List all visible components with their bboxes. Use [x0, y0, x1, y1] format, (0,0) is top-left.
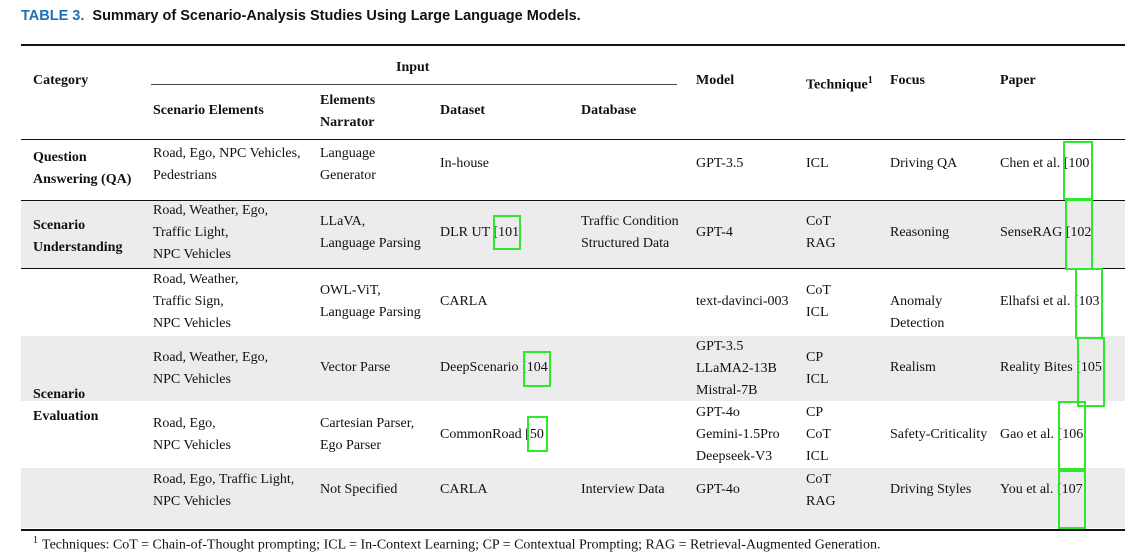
header-database: Database: [581, 103, 637, 118]
dataset: DLR UT [101: [440, 222, 519, 244]
footnote-mark: 1: [33, 535, 38, 546]
focus: Safety-Criticality: [890, 427, 988, 442]
citation-highlight-box: [1075, 268, 1103, 339]
citation-link[interactable]: 105: [1081, 357, 1102, 379]
citation-link[interactable]: 107: [1062, 479, 1083, 501]
scenario-elements: NPC Vehicles: [153, 247, 231, 262]
citation-highlight-box: [1063, 141, 1093, 200]
scenario-elements: NPC Vehicles: [153, 494, 231, 509]
scenario-elements: Road, Ego,: [153, 416, 216, 431]
category-qa-line2: Answering (QA): [33, 172, 132, 187]
citation-link[interactable]: 50: [530, 424, 544, 446]
category-su-line2: Understanding: [33, 240, 123, 255]
technique: CP: [806, 350, 824, 365]
citation-highlight-box: [523, 351, 551, 387]
technique: ICL: [806, 449, 829, 464]
citation-highlight-box: [1058, 401, 1086, 472]
scenario-elements: Road, Ego, Traffic Light,: [153, 472, 295, 487]
technique: RAG: [806, 494, 836, 509]
header-input: Input: [396, 60, 430, 75]
citation-link[interactable]: 104: [527, 357, 548, 379]
paper: Elhafsi et al. [103: [1000, 291, 1100, 313]
top-rule: [21, 44, 1125, 46]
category-su-line1: Scenario: [33, 218, 86, 233]
scenario-elements: Road, Weather, Ego,: [153, 203, 269, 218]
citation-link[interactable]: 106: [1062, 424, 1083, 446]
technique: ICL: [806, 372, 829, 387]
bottom-rule: [21, 529, 1125, 531]
header-technique: Technique$^1$: [806, 75, 873, 93]
scenario-elements: Road, Weather, Ego,: [153, 350, 269, 365]
citation-link[interactable]: 100: [1068, 153, 1089, 175]
elements-narrator: Ego Parser: [320, 438, 382, 453]
technique: CoT: [806, 283, 831, 298]
paper: Gao et al. [106: [1000, 424, 1083, 446]
database: Traffic Condition: [581, 214, 679, 229]
model: GPT-3.5: [696, 339, 744, 354]
header-scenario-elements: Scenario Elements: [153, 103, 264, 118]
focus: Reasoning: [890, 225, 950, 240]
elements-narrator: Not Specified: [320, 482, 398, 497]
citation-link[interactable]: 101: [498, 222, 519, 244]
focus: Anomaly: [890, 294, 943, 309]
table-footnote: [33, 535, 880, 554]
scenario-elements: Pedestrians: [153, 168, 217, 183]
header-elements-narrator-2: Narrator: [320, 115, 375, 130]
elements-narrator: Language Parsing: [320, 236, 421, 251]
model: GPT-4o: [696, 405, 740, 420]
focus: Driving QA: [890, 156, 958, 171]
category-se-line1: Scenario: [33, 387, 86, 402]
paper: SenseRAG [102: [1000, 222, 1091, 244]
citation-highlight-box: [527, 416, 548, 452]
dataset: CARLA: [440, 294, 488, 309]
input-underline: [151, 84, 677, 85]
elements-narrator: Language Parsing: [320, 305, 421, 320]
model: text-davinci-003: [696, 294, 789, 309]
model: GPT-4: [696, 225, 733, 240]
database: Interview Data: [581, 482, 665, 497]
model: GPT-3.5: [696, 156, 744, 171]
header-focus: Focus: [890, 73, 925, 88]
citation-highlight-box: [493, 215, 521, 250]
elements-narrator: Language: [320, 146, 376, 161]
dataset: DeepScenario [104: [440, 357, 548, 379]
table-title: Summary of Scenario-Analysis Studies Using Large Language Models.: [92, 8, 581, 24]
technique: RAG: [806, 236, 836, 251]
citation-link[interactable]: 102: [1070, 222, 1091, 244]
database: Structured Data: [581, 236, 670, 251]
dataset: In-house: [440, 156, 489, 171]
header-dataset: Dataset: [440, 103, 486, 118]
header-model: Model: [696, 73, 735, 88]
table-label: TABLE 3.: [21, 8, 85, 24]
model: GPT-4o: [696, 482, 740, 497]
focus: Detection: [890, 316, 945, 331]
citation-highlight-box: [1065, 199, 1093, 270]
model: LLaMA2-13B: [696, 361, 777, 376]
scenario-elements: Road, Weather,: [153, 272, 239, 287]
focus: Realism: [890, 360, 936, 375]
dataset: CARLA: [440, 482, 488, 497]
table-caption: [21, 8, 581, 24]
category-qa-line1: Question: [33, 150, 87, 165]
header-rule: [21, 139, 1125, 140]
header-paper: Paper: [1000, 73, 1036, 88]
header-elements-narrator-1: Elements: [320, 93, 376, 108]
citation-highlight-box: [1058, 468, 1086, 529]
focus: Driving Styles: [890, 482, 972, 497]
elements-narrator: LLaVA,: [320, 214, 366, 229]
paper: You et al. [107: [1000, 479, 1083, 501]
scenario-elements: NPC Vehicles: [153, 372, 231, 387]
paper: Chen et al. [100: [1000, 153, 1089, 175]
scenario-elements: Traffic Sign,: [153, 294, 224, 309]
model: Gemini-1.5Pro: [696, 427, 780, 442]
elements-narrator: Generator: [320, 168, 376, 183]
elements-narrator: Cartesian Parser,: [320, 416, 415, 431]
technique: CoT: [806, 214, 831, 229]
scenario-elements: Traffic Light,: [153, 225, 229, 240]
model: Mistral-7B: [696, 383, 758, 398]
model: Deepseek-V3: [696, 449, 773, 464]
elements-narrator: OWL-ViT,: [320, 283, 381, 298]
technique: CoT: [806, 472, 831, 487]
paper: Reality Bites [105: [1000, 357, 1102, 379]
category-se-line2: Evaluation: [33, 409, 99, 424]
technique: CoT: [806, 427, 831, 442]
technique: ICL: [806, 156, 829, 171]
dataset: CommonRoad [50: [440, 424, 544, 446]
header-category: Category: [33, 73, 89, 88]
technique: CP: [806, 405, 824, 420]
citation-highlight-box: [1077, 337, 1105, 407]
elements-narrator: Vector Parse: [320, 360, 391, 375]
scenario-elements: NPC Vehicles: [153, 438, 231, 453]
scenario-elements: Road, Ego, NPC Vehicles,: [153, 146, 301, 161]
technique: ICL: [806, 305, 829, 320]
footnote-text: Techniques: CoT = Chain-of-Thought prompting; ICL = In-Context Learning; CP = Contextual Prompting; RAG = Retrieval-Augmented Generation.: [42, 537, 881, 553]
scenario-elements: NPC Vehicles: [153, 316, 231, 331]
citation-link[interactable]: 103: [1079, 291, 1100, 313]
